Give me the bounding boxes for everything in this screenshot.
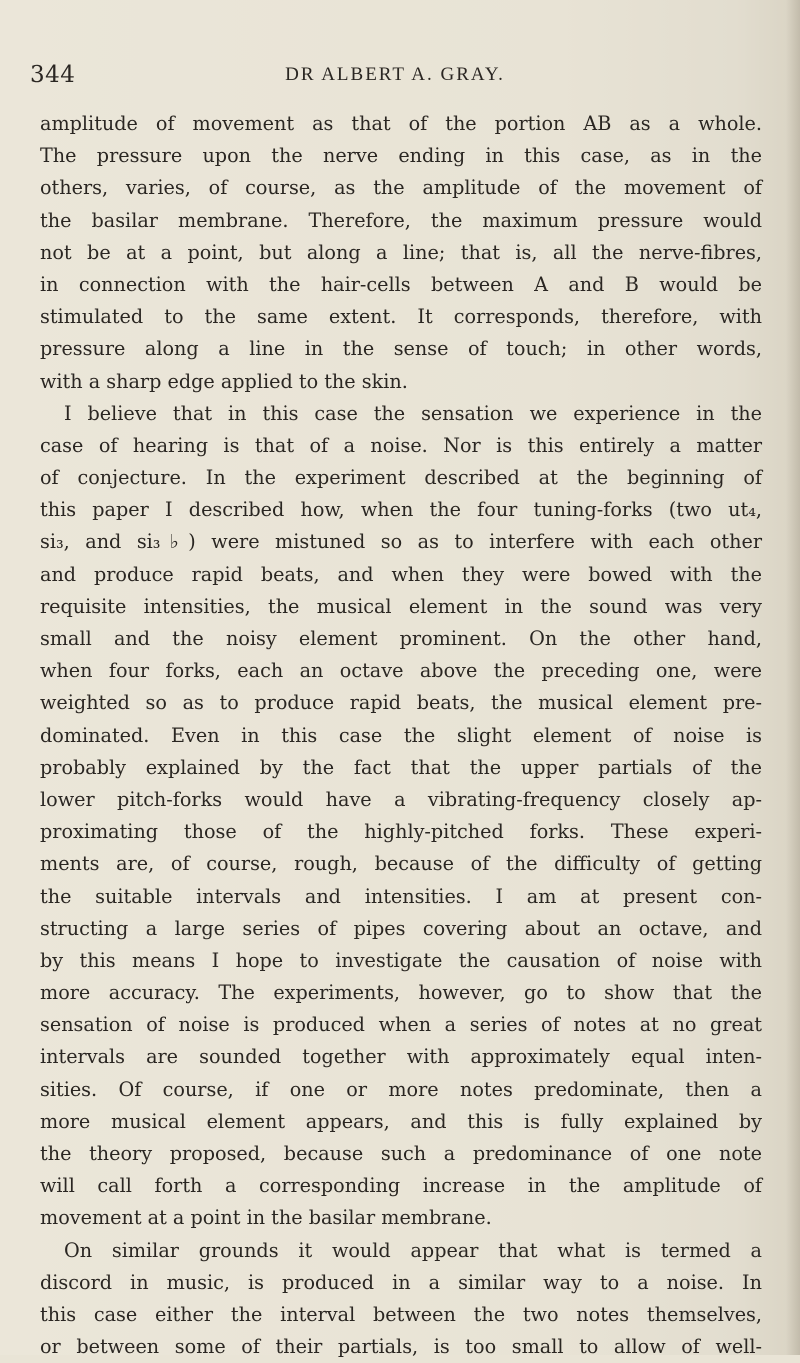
text-line: structing a large series of pipes covering about an octave, and [40, 916, 762, 940]
text-line: the basilar membrane. Therefore, the maximum pressure would [40, 208, 762, 232]
text-line: amplitude of movement as that of the portion AB as a whole. [40, 112, 762, 135]
text-line: probably explained by the fact that the upper partials of the [40, 755, 762, 779]
text-line: ments are, of course, rough, because of the difficulty of getting [40, 852, 762, 876]
text-line: proximating those of the highly-pitched forks. These experi- [40, 820, 762, 844]
text-line: lower pitch-forks would have a vibrating-frequency closely ap- [40, 787, 762, 811]
text-line: weighted so as to produce rapid beats, the musical element pre- [40, 691, 762, 715]
text-line: dominated. Even in this case the slight element of noise is [40, 723, 762, 747]
text-line: others, varies, of course, as the amplitude of the movement of [40, 176, 762, 200]
text-line: by this means I hope to investigate the causation of noise with [40, 948, 762, 972]
text-line: this case either the interval between the two notes themselves, [40, 1302, 762, 1326]
text-line: the theory proposed, because such a predominance of one note [40, 1142, 762, 1165]
text-line: with a sharp edge applied to the skin. [40, 369, 408, 393]
text-line: stimulated to the same extent. It corresponds, therefore, with [40, 305, 762, 329]
text-line: The pressure upon the nerve ending in this case, as in the [40, 144, 762, 168]
text-line: when four forks, each an octave above the preceding one, were [40, 659, 762, 683]
text-line: sities. Of course, if one or more notes predominate, then a [40, 1077, 762, 1101]
text-line: and produce rapid beats, and when they were bowed with the [40, 562, 762, 586]
page-edge-shadow [786, 0, 800, 1355]
text-line: this paper I described how, when the four tuning-forks (two ut₄, [40, 498, 762, 522]
page-header [30, 62, 760, 96]
text-line: intervals are sounded together with approximately equal inten- [40, 1045, 762, 1069]
text-line: movement at a point in the basilar membrane. [40, 1206, 492, 1230]
text-line: case of hearing is that of a noise. Nor is this entirely a matter [40, 433, 762, 457]
text-line: sensation of noise is produced when a series of notes at no great [40, 1013, 762, 1037]
text-line: of conjecture. In the experiment described at the beginning of [40, 466, 762, 490]
page-number: 344 [30, 62, 76, 88]
text-line: discord in music, is produced in a similar way to a noise. In [40, 1270, 762, 1294]
text-line: more musical element appears, and this is fully explained by [40, 1109, 762, 1133]
text-line: requisite intensities, the musical element in the sound was very [40, 594, 762, 618]
running-head: DR ALBERT A. GRAY. [285, 64, 505, 85]
text-line: will call forth a corresponding increase in the amplitude of [40, 1174, 762, 1198]
text-line: I believe that in this case the sensation we experience in the [64, 401, 762, 425]
text-line: the suitable intervals and intensities. I am at present con- [40, 884, 762, 908]
text-line: small and the noisy element prominent. On the other hand, [40, 627, 762, 650]
text-line: more accuracy. The experiments, however, go to show that the [40, 981, 762, 1005]
text-line: pressure along a line in the sense of touch; in other words, [40, 337, 762, 361]
body-text [40, 108, 762, 1363]
text-line: in connection with the hair-cells between A and B would be [40, 272, 762, 296]
text-line: or between some of their partials, is too small to allow of well- [40, 1335, 762, 1359]
text-line: si₃, and si₃♭) were mistuned so as to interfere with each other [40, 530, 762, 554]
text-line: not be at a point, but along a line; that is, all the nerve-fibres, [40, 240, 762, 264]
text-line: On similar grounds it would appear that what is termed a [64, 1238, 762, 1262]
